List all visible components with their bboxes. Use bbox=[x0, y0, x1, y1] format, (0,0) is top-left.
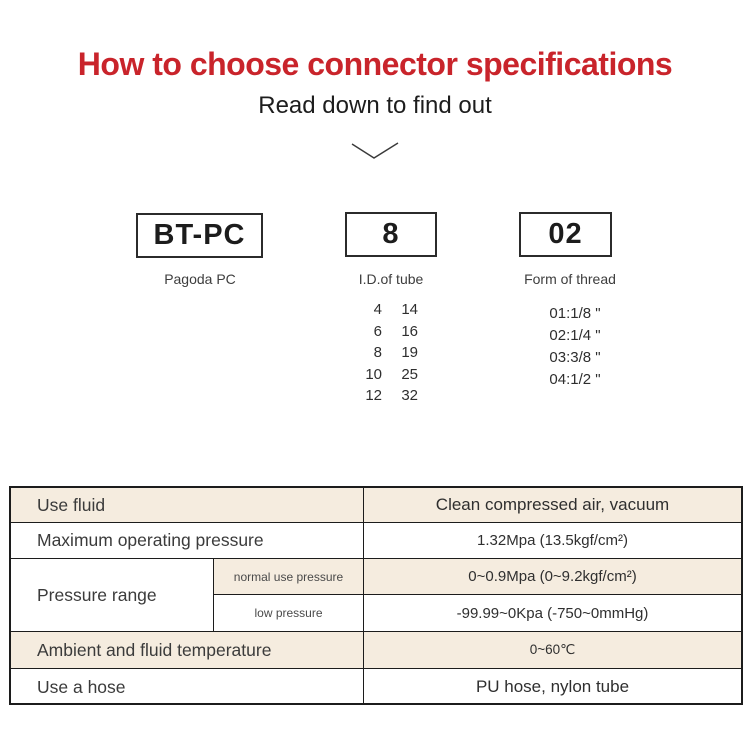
tube-size: 32 bbox=[401, 387, 418, 404]
tube-size: 12 bbox=[365, 387, 382, 404]
row-pressure-range-label: Pressure range bbox=[11, 559, 214, 632]
row-normal-pressure-value: 0~0.9Mpa (0~9.2kgf/cm²) bbox=[364, 559, 741, 595]
list-item: 04:1/2 " bbox=[549, 371, 601, 388]
list-item: 03:3/8 " bbox=[549, 349, 601, 366]
series-code-box bbox=[136, 213, 263, 258]
tube-size: 19 bbox=[401, 344, 418, 361]
list-item bbox=[352, 321, 432, 343]
thread-option-list bbox=[525, 303, 625, 391]
tube-size: 14 bbox=[401, 301, 418, 318]
thread-form-label: Form of thread bbox=[524, 271, 616, 287]
list-item bbox=[352, 364, 432, 386]
thread-code-box bbox=[519, 212, 612, 257]
tube-id-label: I.D.of tube bbox=[358, 271, 424, 287]
tube-size: 25 bbox=[401, 365, 418, 383]
list-item: 02:1/4 " bbox=[549, 327, 601, 344]
list-item: 01:1/8 " bbox=[549, 305, 601, 322]
row-low-pressure-label: low pressure bbox=[214, 595, 364, 632]
tube-id-code: 8 bbox=[382, 218, 400, 250]
tube-size: 6 bbox=[373, 322, 382, 340]
list-item bbox=[352, 342, 432, 364]
series-code: BT-PC bbox=[153, 219, 246, 251]
list-item bbox=[352, 299, 432, 321]
row-max-pressure-value: 1.32Mpa (13.5kgf/cm²) bbox=[364, 523, 741, 559]
tube-id-code-box bbox=[345, 212, 437, 257]
thread-code: 02 bbox=[548, 218, 583, 250]
row-normal-pressure-label: normal use pressure bbox=[214, 559, 364, 595]
specification-table bbox=[9, 486, 743, 705]
row-temperature-label: Ambient and fluid temperature bbox=[11, 632, 364, 669]
page-title: How to choose connector specifications bbox=[77, 46, 673, 82]
page-subtitle: Read down to find out bbox=[258, 92, 492, 119]
tube-size: 10 bbox=[365, 365, 382, 383]
row-hose-label: Use a hose bbox=[11, 669, 364, 705]
row-max-pressure-label: Maximum operating pressure bbox=[11, 523, 364, 559]
list-item bbox=[352, 385, 432, 407]
row-use-fluid-label: Use fluid bbox=[11, 488, 364, 523]
row-low-pressure-value: -99.99~0Kpa (-750~0mmHg) bbox=[364, 595, 741, 632]
tube-size-list bbox=[352, 299, 432, 407]
row-use-fluid-value: Clean compressed air, vacuum bbox=[364, 488, 741, 523]
series-code-label: Pagoda PC bbox=[164, 271, 236, 287]
chevron-down-icon bbox=[351, 141, 399, 163]
tube-size: 8 bbox=[373, 344, 382, 361]
row-temperature-value: 0~60℃ bbox=[364, 632, 741, 669]
row-hose-value: PU hose, nylon tube bbox=[475, 677, 630, 696]
tube-size: 4 bbox=[373, 301, 382, 318]
tube-size: 16 bbox=[401, 322, 418, 340]
